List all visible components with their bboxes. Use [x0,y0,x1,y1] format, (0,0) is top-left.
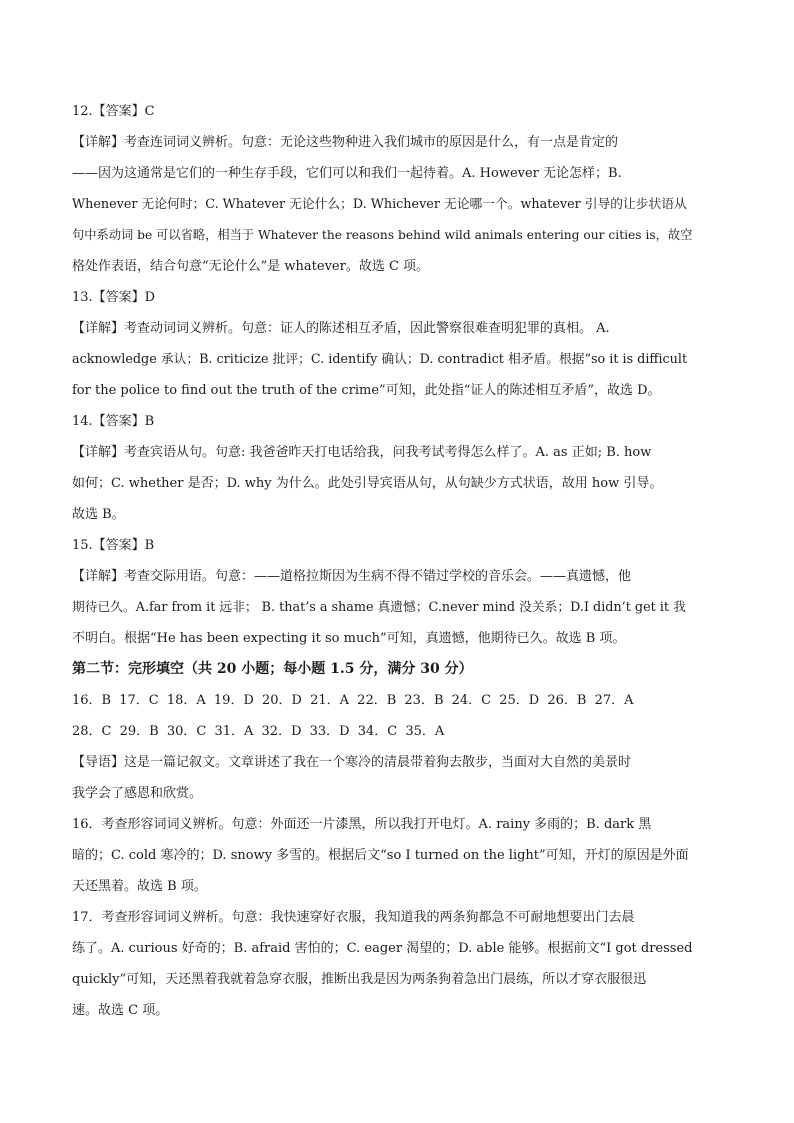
answer-13-explanation-line-3: for the police to find out the truth of the crime”可知，此处指“证人的陈述相互矛盾”，故选 D。 [72,383,661,398]
answer-13-header: 13.【答案】D [72,290,156,305]
cloze-17-explanation-line-3: quickly”可知，天还黑着我就着急穿衣服，推断出我是因为两条狗着急出门晨练，所以才穿衣服很迅 [72,972,647,987]
section-heading-cloze: 第二节：完形填空（共 20 小题；每小题 1.5 分，满分 30 分） [72,661,473,677]
cloze-17-explanation-line-1: 17．考查形容词词义辨析。句意：我快速穿好衣服，我知道我的两条狗都急不可耐地想要出门去晨 [72,910,635,925]
cloze-17-explanation-line-4: 速。故选 C 项。 [72,1003,169,1018]
answer-15-explanation-line-2: 期待已久。A.far from it 远非； B. that’s a shame 真遗憾；C.never mind 没关系；D.I didn’t get it 我 [72,600,686,615]
answer-12-explanation-line-1: 【详解】考查连词词义辨析。句意：无论这些物种进入我们城市的原因是什么，有一点是肯定的 [72,135,619,150]
cloze-answer-key-row-1: 16．B 17．C 18．A 19．D 20．D 21．A 22．B 23．B 24．C 25．D 26．B 27．A [72,693,634,708]
passage-intro-line-1: 【导语】这是一篇记叙文。文章讲述了我在一个寒冷的清晨带着狗去散步，当面对大自然的美景时 [72,755,632,770]
answer-12-explanation-line-3: Whenever 无论何时；C. Whatever 无论什么；D. Whichever 无论哪一个。whatever 引导的让步状语从 [72,197,687,212]
answer-14-explanation-line-2: 如何；C. whether 是否；D. why 为什么。此处引导宾语从句，从句缺少方式状语，故用 how 引导。 [72,476,663,491]
answer-13-explanation-line-1: 【详解】考查动词词义辨析。句意：证人的陈述相互矛盾，因此警察很难查明犯罪的真相。 A. [72,321,610,336]
cloze-16-explanation-line-3: 天还黑着。故选 B 项。 [72,879,207,894]
cloze-16-explanation-line-2: 暗的；C. cold 寒冷的；D. snowy 多雪的。根据后文“so I turned on the light”可知，开灯的原因是外面 [72,848,689,863]
cloze-16-explanation-line-1: 16．考查形容词词义辨析。句意：外面还一片漆黑，所以我打开电灯。A. rainy 多雨的；B. dark 黑 [72,817,652,832]
answer-12-explanation-line-4: 句中系动词 be 可以省略，相当于 Whatever the reasons behind wild animals entering our cities is，故空 [72,228,693,242]
answer-12-explanation-line-2: ——因为这通常是它们的一种生存手段，它们可以和我们一起待着。A. However 无论怎样；B. [72,166,622,181]
answer-15-header: 15.【答案】B [72,538,155,553]
answer-12-header: 12.【答案】C [72,104,155,119]
answer-14-header: 14.【答案】B [72,414,155,429]
answer-12-explanation-line-5: 格处作表语，结合句意“无论什么”是 whatever。故选 C 项。 [72,259,430,274]
answer-15-explanation-line-3: 不明白。根据“He has been expecting it so much”可知，真遗憾，他期待已久。故选 B 项。 [72,631,626,646]
cloze-answer-key-row-2: 28．C 29．B 30．C 31．A 32．D 33．D 34．C 35．A [72,724,445,739]
cloze-17-explanation-line-2: 练了。A. curious 好奇的；B. afraid 害怕的；C. eager 渴望的；D. able 能够。根据前文“I got dressed [72,941,693,956]
answer-14-explanation-line-3: 故选 B。 [72,507,125,522]
answer-13-explanation-line-2: acknowledge 承认；B. criticize 批评；C. identify 确认；D. contradict 相矛盾。根据“so it is difficult [72,352,688,367]
document-page [72,96,692,1026]
passage-intro-line-2: 我学会了感恩和欣赏。 [72,786,203,801]
answer-15-explanation-line-1: 【详解】考查交际用语。句意：——道格拉斯因为生病不得不错过学校的音乐会。——真遗憾，他 [72,569,632,584]
answer-14-explanation-line-1: 【详解】考查宾语从句。句意: 我爸爸昨天打电话给我，问我考试考得怎么样了。A. as 正如; B. how [72,445,652,460]
